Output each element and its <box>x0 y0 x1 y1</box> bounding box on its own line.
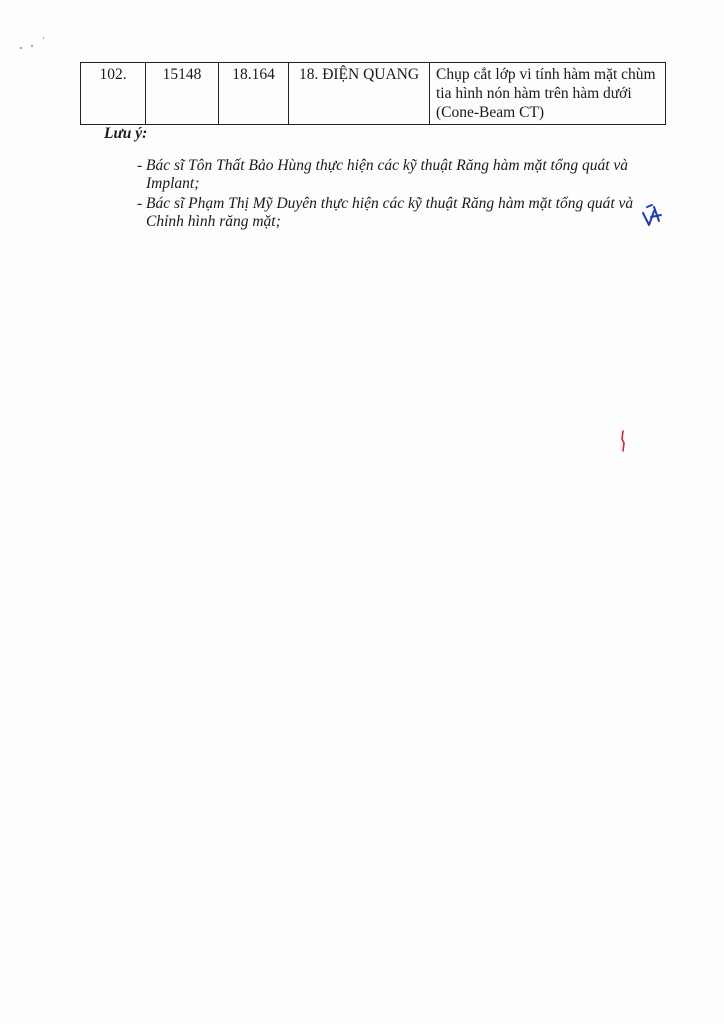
scan-speck <box>43 37 44 39</box>
circular-code-cell: 18.164 <box>219 63 289 125</box>
section-cell: 18. ĐIỆN QUANG <box>289 63 430 125</box>
note-text: Bác sĩ Phạm Thị Mỹ Duyên thực hiện các kỹ thuật Răng hàm mặt tổng quát và Chỉnh hình răng mặt; <box>146 195 634 230</box>
list-dash: - <box>137 195 143 212</box>
row-number-cell: 102. <box>81 63 146 125</box>
list-item <box>137 157 657 193</box>
list-dash: - <box>137 157 143 174</box>
scan-speck <box>31 45 33 47</box>
notes-heading: Lưu ý: <box>104 125 148 142</box>
procedure-table <box>80 62 666 125</box>
handwritten-initials-mark <box>640 203 664 229</box>
scan-speck <box>20 47 22 49</box>
notes-list <box>137 157 657 233</box>
red-tick-mark <box>619 429 627 455</box>
table-row <box>81 63 666 125</box>
procedure-code-cell: 15148 <box>146 63 219 125</box>
note-text: Bác sĩ Tôn Thất Bảo Hùng thực hiện các kỹ thuật Răng hàm mặt tổng quát và Implant; <box>146 157 629 192</box>
list-item <box>137 195 657 231</box>
procedure-name-cell: Chụp cắt lớp vi tính hàm mặt chùm tia hình nón hàm trên hàm dưới (Cone-Beam CT) <box>430 63 666 125</box>
